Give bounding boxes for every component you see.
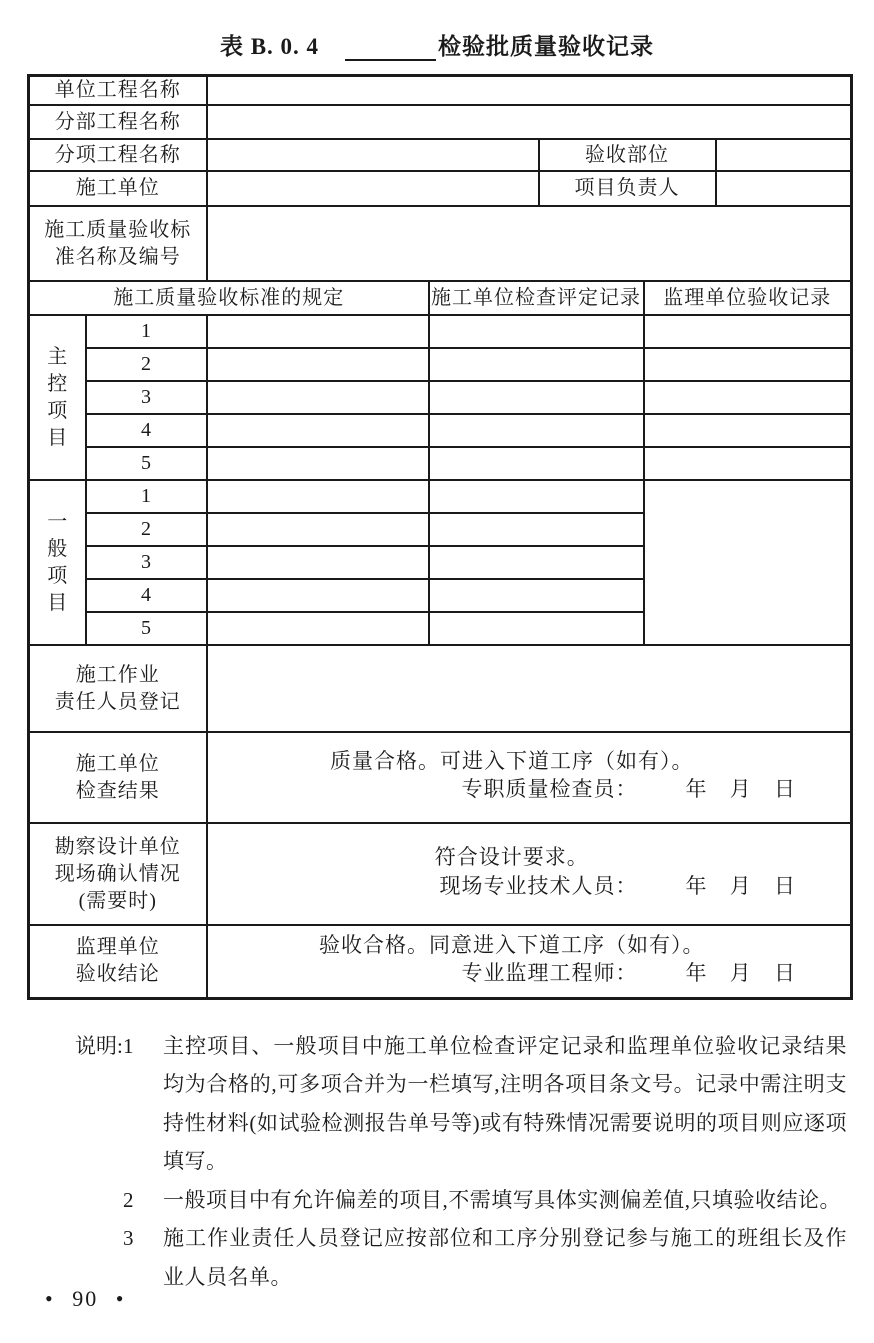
main-item-number: 1 [86,315,207,348]
main-item-regulation-cell [207,315,429,348]
note-item [75,1027,847,1181]
project-leader-label: 项目负责人 [539,171,716,206]
general-item-regulation-cell [207,513,429,546]
main-item-number: 3 [86,381,207,414]
main-control-items-label: 主控项目 [29,315,86,480]
general-item-number: 4 [86,579,207,612]
title-blank-underline [345,35,436,61]
contractor-signature-line [220,775,805,807]
page-title [0,0,874,61]
acceptance-part-label: 验收部位 [539,139,716,171]
table-number-label: 表 B. 0. 4 [219,34,320,59]
general-item-number: 2 [86,513,207,546]
signer-label: 专职质量检查员： [461,777,638,801]
unit-project-name-value [207,76,852,106]
operation-personnel-label: 施工作业 责任人员登记 [29,645,207,732]
main-item-contractor-cell [429,348,644,381]
table-title-label: 检验批质量验收记录 [438,34,655,59]
item-project-name-label: 分项工程名称 [29,139,207,171]
general-item-regulation-cell [207,546,429,579]
general-item-number: 3 [86,546,207,579]
note-text: 主控项目、一般项目中施工单位检查评定记录和监理单位验收记录结果均为合格的,可多项合并为一栏填写,注明各项目条文号。记录中需注明支持性材料(如试验检测报告单号等)或有特殊情况需要说明的项目则应逐项填写。 [163,1033,847,1174]
signer-label: 专业监理工程师： [461,961,638,986]
note-item [75,1219,847,1296]
main-item-supervisor-cell [644,381,852,414]
main-item-supervisor-cell [644,414,852,447]
main-item-supervisor-cell [644,447,852,480]
acceptance-part-value [716,139,852,171]
survey-design-text: 符合设计要求。 [434,845,589,870]
general-items-supervisor-merged-cell [644,480,852,645]
contractor-check-result-cell [207,732,852,823]
operation-personnel-value [207,645,852,732]
main-item-supervisor-cell [644,348,852,381]
main-item-number: 4 [86,414,207,447]
project-leader-value [716,171,852,206]
note-text: 一般项目中有允许偏差的项目,不需填写具体实测偏差值,只填验收结论。 [163,1187,841,1212]
main-item-contractor-cell [429,381,644,414]
note-item [75,1181,847,1220]
note-number: 2 [123,1187,134,1212]
main-item-contractor-cell [429,315,644,348]
survey-design-confirm-cell [207,823,852,925]
quality-standard-value [207,206,852,281]
general-item-number: 5 [86,612,207,645]
notes-label: 说明: [75,1033,123,1058]
main-item-contractor-cell [429,447,644,480]
note-text: 施工作业责任人员登记应按部位和工序分别登记参与施工的班组长及作业人员名单。 [163,1226,847,1289]
general-items-label: 一般项目 [29,480,86,645]
general-item-contractor-cell [429,579,644,612]
survey-design-signature-line [220,872,805,904]
contractor-result-text: 质量合格。可进入下道工序（如有）。 [330,748,694,773]
construction-unit-value [207,171,539,206]
inspection-record-table [27,74,853,1000]
page-number: • 90 • [45,1286,126,1311]
general-item-regulation-cell [207,480,429,513]
quality-standard-label: 施工质量验收标 准名称及编号 [29,206,207,281]
main-item-contractor-cell [429,414,644,447]
main-item-regulation-cell [207,447,429,480]
main-item-regulation-cell [207,381,429,414]
sub-project-name-value [207,105,852,139]
date-placeholder: 年 月 日 [685,873,804,898]
general-item-contractor-cell [429,513,644,546]
general-item-regulation-cell [207,579,429,612]
note-number: 3 [123,1226,134,1251]
signer-label: 现场专业技术人员： [439,873,638,898]
general-item-number: 1 [86,480,207,513]
general-item-regulation-cell [207,612,429,645]
main-item-regulation-cell [207,348,429,381]
supervisor-signature-line [220,959,805,991]
column-header-contractor-record: 施工单位检查评定记录 [429,281,644,315]
main-item-regulation-cell [207,414,429,447]
date-placeholder: 年 月 日 [685,777,804,801]
survey-design-confirm-label: 勘察设计单位 现场确认情况 (需要时) [29,823,207,925]
main-item-number: 2 [86,348,207,381]
supervisor-conclusion-cell [207,925,852,998]
note-number: 1 [123,1033,134,1058]
general-item-contractor-cell [429,612,644,645]
column-header-regulation: 施工质量验收标准的规定 [29,281,429,315]
construction-unit-label: 施工单位 [29,171,207,206]
supervisor-conclusion-text: 验收合格。同意进入下道工序（如有）。 [319,933,705,957]
main-item-number: 5 [86,447,207,480]
item-project-name-value [207,139,539,171]
main-item-supervisor-cell [644,315,852,348]
unit-project-name-label: 单位工程名称 [29,76,207,106]
notes-section [75,1027,847,1297]
column-header-supervisor-record: 监理单位验收记录 [644,281,852,315]
sub-project-name-label: 分部工程名称 [29,105,207,139]
supervisor-conclusion-label: 监理单位 验收结论 [29,925,207,998]
general-item-contractor-cell [429,480,644,513]
contractor-check-result-label: 施工单位 检查结果 [29,732,207,823]
date-placeholder: 年 月 日 [685,961,804,986]
general-item-contractor-cell [429,546,644,579]
